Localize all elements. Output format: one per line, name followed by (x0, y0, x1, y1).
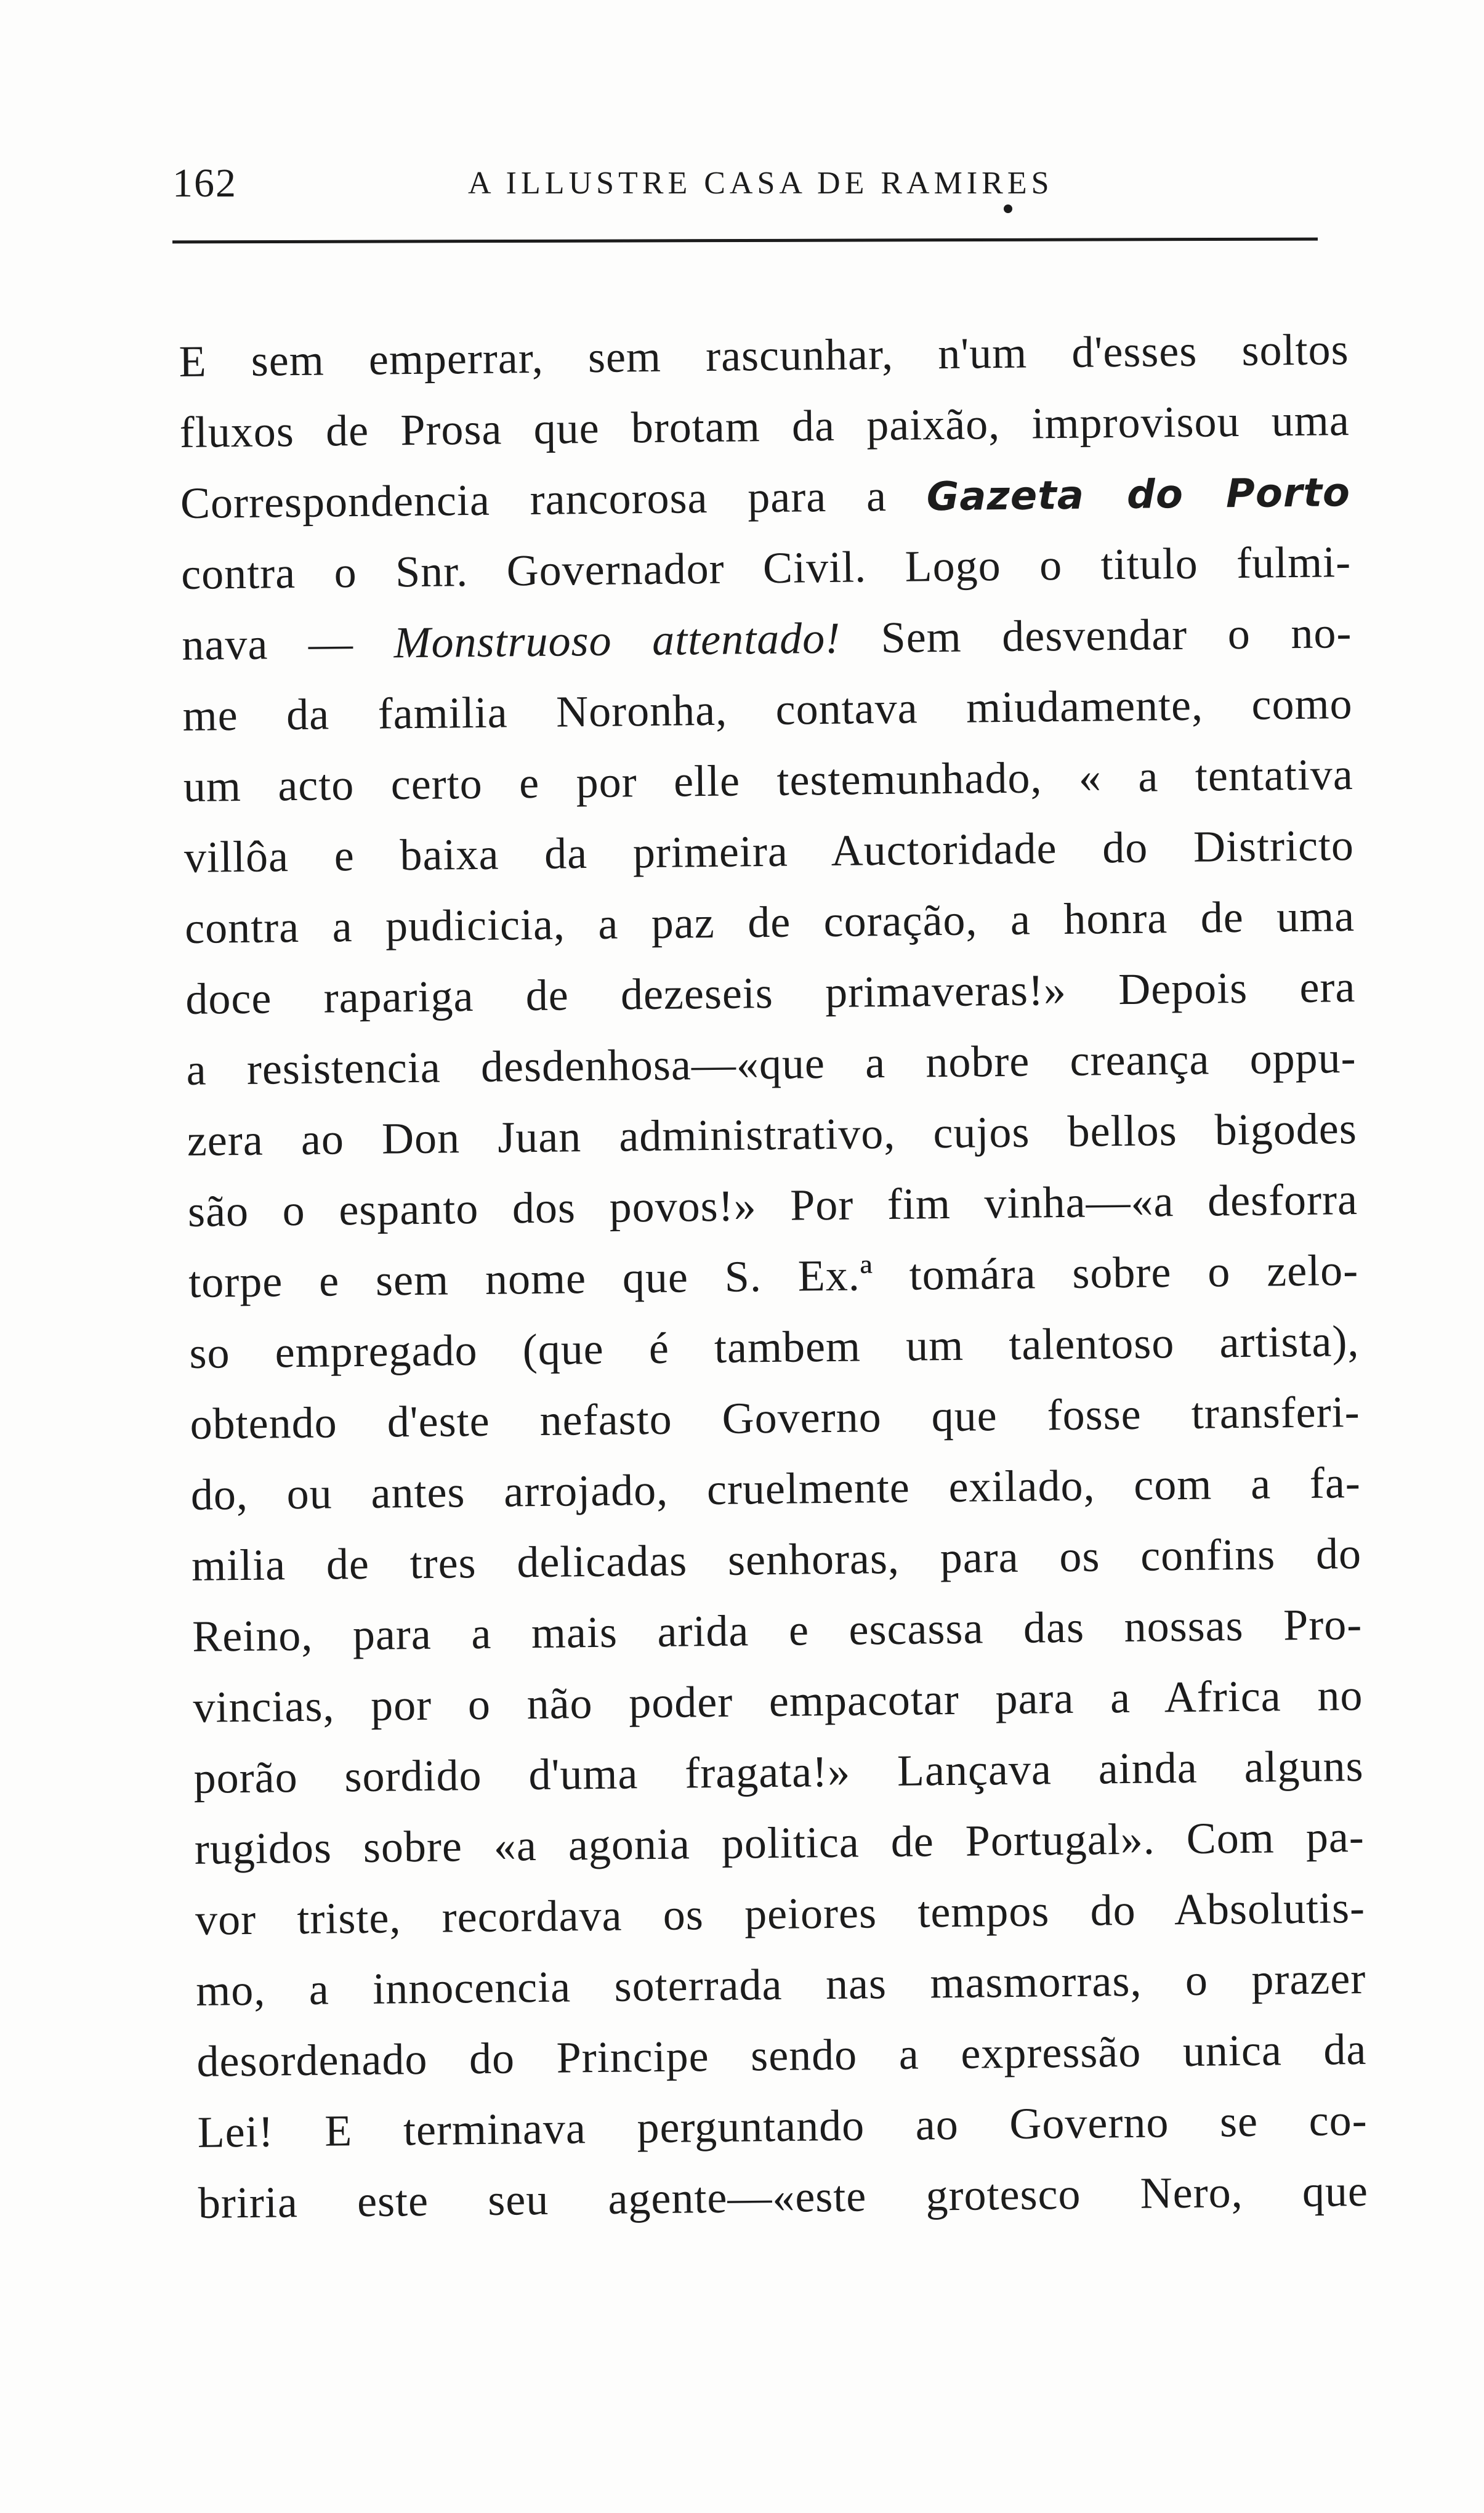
text-line: são o espanto dos povos!» Por fim vinha—«a desforra (187, 1175, 1358, 1236)
running-title: A ILLUSTRE CASA DE RAMIRES (468, 166, 1054, 201)
text-line: me da familia Noronha, contava miudamente, como (182, 679, 1353, 740)
text-line: zera ao Don Juan administrativo, cujos bellos bigodes (187, 1104, 1358, 1165)
text-segment: Correspondencia rancorosa para a (180, 471, 927, 528)
text-segment: nava — (181, 618, 394, 670)
text-line: contra a pudicicia, a paz de coração, a honra de uma (184, 891, 1355, 953)
text-line: villôa e baixa da primeira Auctoridade do Districto (183, 820, 1355, 882)
text-line: a resistencia desdenhosa—«que a nobre creança oppu- (186, 1033, 1357, 1095)
header-rule (172, 238, 1318, 244)
text-line: obtendo d'este nefasto Governo que fosse transferi- (190, 1387, 1360, 1449)
article-title: Monstruoso attentado! (393, 613, 841, 668)
body-text (179, 314, 1368, 2239)
text-line: contra o Snr. Governador Civil. Logo o titulo fulmi- (180, 537, 1352, 599)
text-line: um acto certo e por elle testemunhado, « a tentativa (183, 750, 1354, 811)
text-line: torpe e sem nome que S. Ex.ª tomára sobre o zelo- (188, 1245, 1359, 1307)
text-line: desordenado do Principe sendo a expressão unica da (196, 2024, 1367, 2086)
text-line: Lei! E terminava perguntando ao Governo se co- (197, 2095, 1368, 2157)
text-line: briria este seu agente—«este grotesco Nero, que (198, 2166, 1369, 2228)
text-line: milia de tres delicadas senhoras, para os confins do (191, 1528, 1362, 1590)
newspaper-title: Gazeta do Porto (926, 470, 1351, 520)
text-line (182, 597, 1352, 681)
text-line: fluxos de Prosa que brotam da paixão, improvisou uma (179, 395, 1350, 457)
text-line: porão sordido d'uma fragata!» Lançava ainda alguns (193, 1741, 1364, 1803)
text-line: vor triste, recordava os peiores tempos do Absolutis- (195, 1882, 1366, 1944)
text-line: Reino, para a mais arida e escassa das nossas Pro- (192, 1599, 1363, 1661)
text-line (180, 456, 1350, 539)
text-line: rugidos sobre «a agonia politica de Portugal». Com pa- (194, 1811, 1365, 1874)
header-dot (1004, 204, 1012, 213)
text-line: so empregado (que é tambem um talentoso artista), (189, 1316, 1360, 1378)
page-number: 162 (172, 161, 237, 206)
text-line: E sem emperrar, sem rascunhar, n'um d'esses soltos (179, 325, 1349, 386)
text-line: doce rapariga de dezeseis primaveras!» Depois era (185, 962, 1356, 1024)
text-line: mo, a innocencia soterrada nas masmorras, o prazer (195, 1953, 1366, 2015)
text-segment: Sem desvendar o no- (840, 608, 1352, 663)
page-header (172, 148, 1318, 216)
text-line: vincias, por o não poder empacotar para a Africa no (193, 1670, 1363, 1732)
text-line: do, ou antes arrojado, cruelmente exilado, com a fa- (190, 1458, 1361, 1520)
